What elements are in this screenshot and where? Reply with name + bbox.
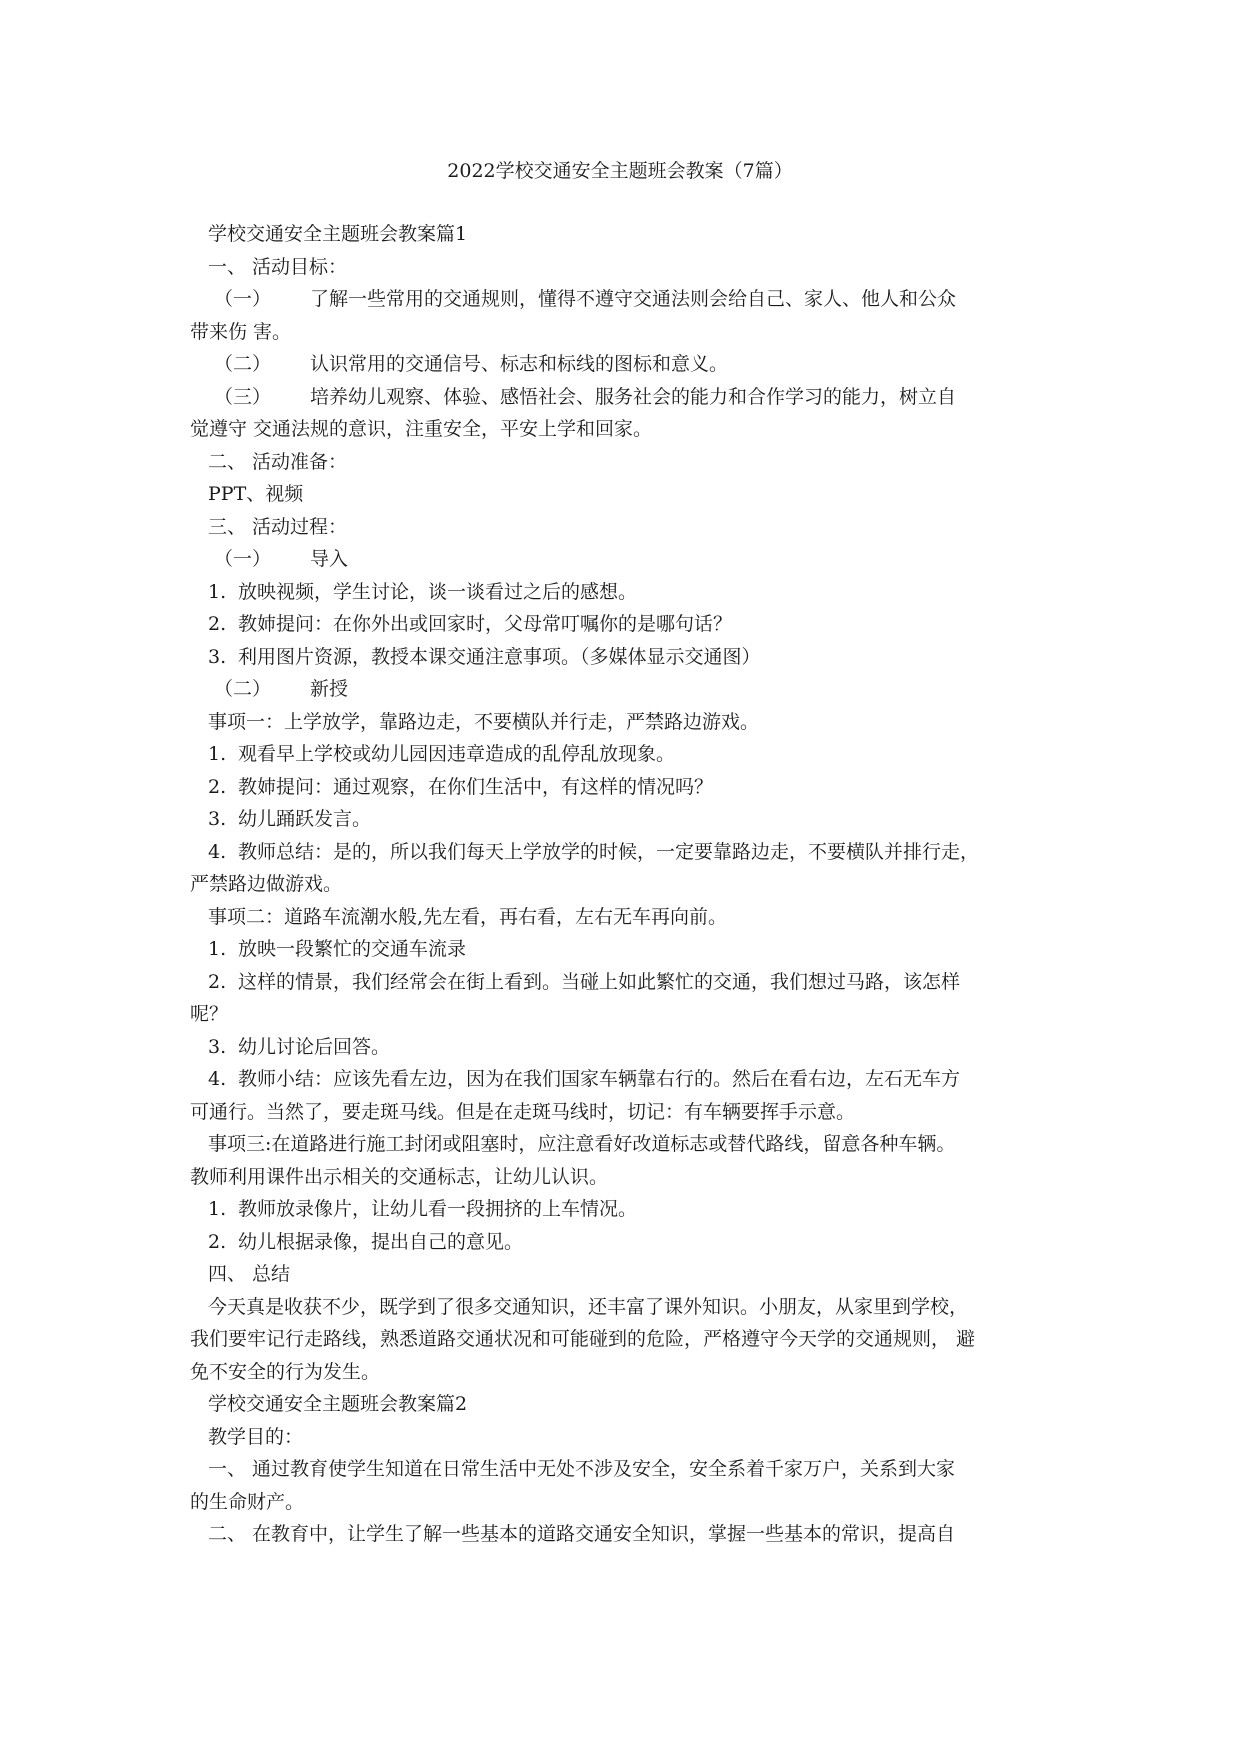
list-label: （二） [214,353,272,375]
list-number: 1. [208,938,227,960]
text-line [190,1518,1060,1551]
list-label: （二） [214,678,272,700]
list-number: 1. [208,580,227,603]
text-line [190,1096,1060,1129]
text-line [190,316,1060,349]
text-line [190,1226,1060,1259]
list-number: 2. [208,1230,227,1253]
line-text: 教师放录像片，让幼儿看一段拥挤的上车情况。 [238,1198,638,1220]
text-line [190,283,1060,316]
line-text: 幼儿踊跃发言。 [238,808,372,830]
line-text: 二、 在教育中，让学生了解一些基本的道路交通安全知识，掌握一些基本的常识，提高自 [208,1523,956,1545]
text-line [190,218,1060,251]
line-text: 利用图片资源，教授本课交通注意事项。（多媒体显示交通图） [238,645,761,668]
text-line [190,1323,1060,1356]
line-text: 一、 活动目标： [208,255,348,278]
line-text: 学校交通安全主题班会教案篇2 [208,1393,468,1415]
text-line [190,413,1060,446]
line-text: 教师小结：应该先看左边，因为在我们国家车辆靠右行的。然后在看右边，左石无车方 [238,1068,961,1090]
text-line [190,803,1060,836]
text-line [190,446,1060,479]
text-line [190,1356,1060,1389]
line-text: 认识常用的交通信号、标志和标线的图标和意义。 [310,353,729,375]
line-text: 幼儿根据录像，提出自己的意见。 [238,1230,524,1253]
line-text: 我们要牢记行走路线，熟悉道路交通状况和可能碰到的危险，严格遵守今天学的交通规则， 避 [190,1328,976,1350]
list-label: （三） [214,385,272,408]
line-text: 放映视频，学生讨论，谈一谈看过之后的感想。 [238,580,638,603]
text-line [190,836,1060,869]
text-line [190,1421,1060,1454]
text-line [190,576,1060,609]
document-title: 2022学校交通安全主题班会教案（7篇） [447,160,793,182]
line-text: 放映一段繁忙的交通车流录 [238,938,467,960]
line-text: 事项三:在道路进行施工封闭或阻塞时，应注意看好改道标志或替代路线，留意各种车辆。 [208,1133,956,1155]
text-line [190,1453,1060,1486]
line-text: 幼儿讨论后回答。 [238,1035,391,1058]
text-line [190,511,1060,544]
text-line [190,1128,1060,1161]
line-text: 培养幼儿观察、体验、感悟社会、服务社会的能力和合作学习的能力，树立自 [310,385,957,408]
list-number: 4. [208,840,227,863]
list-number: 4. [208,1068,227,1090]
line-text: 教师总结：是的，所以我们每天上学放学的时候，一定要靠路边走，不要横队并排行走， [238,840,980,863]
text-line [190,1193,1060,1226]
text-line [190,706,1060,739]
line-text: 新授 [310,678,349,700]
list-label: （一） [214,288,272,310]
text-line [190,966,1060,999]
text-line [190,1258,1060,1291]
line-text: 觉遵守 交通法规的意识，注重安全，平安上学和回家。 [190,418,653,440]
list-number: 3. [208,1035,227,1058]
line-text: 观看早上学校或幼儿园因违章造成的乱停乱放现象。 [238,743,676,765]
line-text: 这样的情景，我们经常会在街上看到。当碰上如此繁忙的交通，我们想过马路，该怎样 [238,970,961,993]
line-text: 导入 [310,548,349,570]
text-line [190,251,1060,284]
text-line [190,738,1060,771]
list-number: 3. [208,645,227,668]
text-line [190,1161,1060,1194]
text-line [190,901,1060,934]
line-text: 今天真是收获不少，既学到了很多交通知识，还丰富了课外知识。小朋友，从家里到学校， [208,1295,969,1318]
list-number: 1. [208,1198,227,1220]
line-text: 了解一些常用的交通规则，懂得不遵守交通法则会给自己、家人、他人和公众 [310,288,957,310]
list-number: 1. [208,743,227,765]
text-line [190,641,1060,674]
text-line [190,1486,1060,1519]
list-label: （一） [214,548,272,570]
text-line [190,771,1060,804]
line-text: 一、 通过教育使学生知道在日常生活中无处不涉及安全，安全系着千家万户，关系到大家 [208,1458,956,1480]
line-text: 严禁路边做游戏。 [190,873,343,895]
list-number: 2. [208,775,227,798]
text-line [190,868,1060,901]
text-line [190,933,1060,966]
text-line [190,1031,1060,1064]
line-text: 呢？ [190,1003,229,1025]
text-line [190,998,1060,1031]
document-body [190,218,1060,1551]
line-text: 事项一：上学放学，靠路边走，不要横队并行走，严禁路边游戏。 [208,710,760,733]
line-text: 免不安全的行为发生。 [190,1360,381,1383]
text-line [190,608,1060,641]
text-line [190,673,1060,706]
line-text: 学校交通安全主题班会教案篇1 [208,223,468,245]
line-text: 教姉提问：在你外出或回家时，父母常叮嘱你的是哪句话？ [238,613,733,635]
line-text: 教学目的： [208,1425,304,1448]
text-line [190,348,1060,381]
line-text: 教师利用课件出示相关的交通标志，让幼儿认识。 [190,1165,609,1188]
text-line [190,1063,1060,1096]
line-text: PPT、视频 [208,483,304,505]
text-line [190,1388,1060,1421]
line-text: 四、 总结 [208,1263,291,1285]
list-number: 2. [208,970,227,993]
list-number: 2. [208,613,227,635]
text-line [190,1291,1060,1324]
line-text: 三、 活动过程： [208,515,348,538]
line-text: 的生命财产。 [190,1490,305,1513]
line-text: 教姉提问：通过观察，在你们生活中，有这样的情况吗？ [238,775,714,798]
line-text: 可通行。当然了，要走斑马线。但是在走斑马线时，切记：有车辆要挥手示意。 [190,1100,856,1123]
line-text: 二、 活动准备： [208,450,348,473]
line-text: 事项二：道路车流潮水般,先左看，再右看，左右无车再向前。 [208,905,728,928]
list-number: 3. [208,808,227,830]
line-text: 带来伤 害。 [190,320,292,343]
text-line [190,478,1060,511]
text-line [190,381,1060,414]
text-line [190,543,1060,576]
